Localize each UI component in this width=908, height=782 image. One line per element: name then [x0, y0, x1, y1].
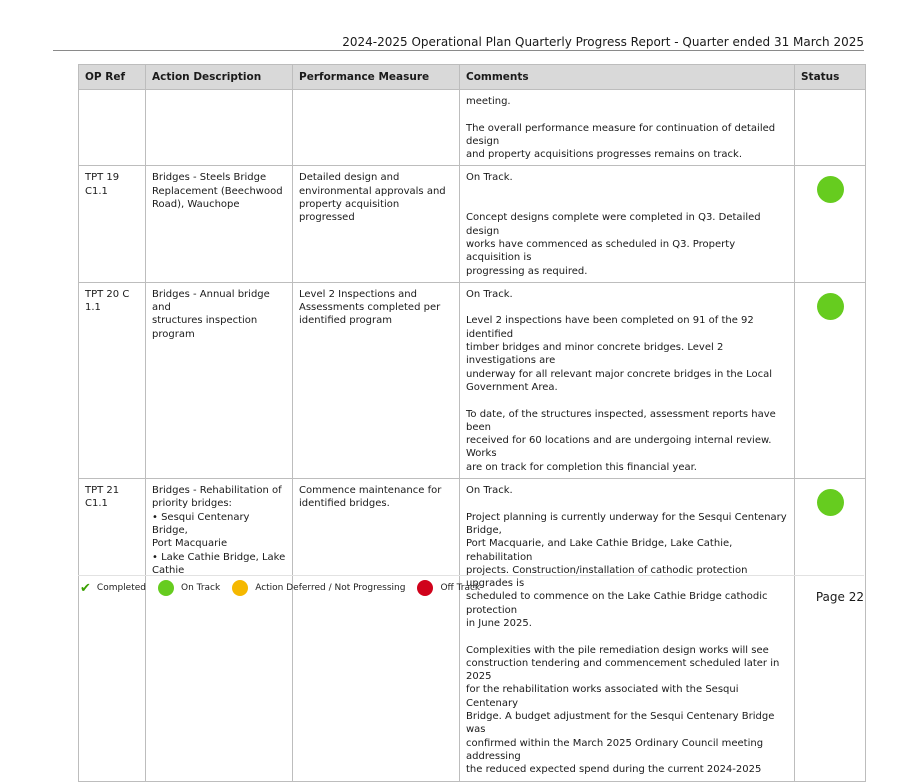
column-header-performance-measure: Performance Measure: [293, 65, 460, 90]
header-divider: [53, 50, 864, 51]
op-ref-cell-text: TPT 19 C1.1: [85, 172, 120, 197]
table-row: [79, 90, 866, 166]
action-description-cell: [146, 90, 293, 166]
comments-cell: [460, 479, 795, 782]
action-description-cell-text: Bridges - Steels Bridge Replacement (Beechwood Road), Wauchope: [152, 172, 283, 211]
comment-paragraph: On Track.: [466, 172, 513, 184]
column-header-comments: Comments: [460, 65, 795, 90]
comment-paragraph: Concept designs complete were completed in Q3. Detailed design works have commenced as scheduled in Q3. Property acquisition is progressing as required.: [466, 212, 761, 277]
op-ref-cell-text: TPT 20 C 1.1: [85, 288, 130, 314]
status-cell: [795, 282, 866, 478]
performance-measure-cell: [293, 479, 460, 782]
table-body: [79, 90, 866, 782]
column-header-op-ref: OP Ref: [79, 65, 146, 90]
status-cell: [795, 90, 866, 166]
column-header-action-description: Action Description: [146, 65, 293, 90]
table-header-row: [79, 65, 866, 90]
comment-paragraph: Level 2 inspections have been completed on 91 of the 92 identified timber bridges and minor concrete bridges. Level 2 investigations are underway for all relevant major concrete bridges in the Local Government Area.: [466, 315, 773, 393]
comment-paragraph: Complexities with the pile remediation design works will see construction tendering and commencement scheduled later in 2025 for the rehabilitation works associated with the Sesqui Centenary Bridge. A budget adjustment for the Sesqui Centenary Bridge was confirmed within the March 2025 Ordinary Council meeting addressing the reduced expected spend during the current 2024-2025: [466, 644, 780, 776]
status-dot-icon: [817, 176, 844, 203]
legend-label-completed: Completed: [96, 583, 146, 593]
report-header-title: 2024-2025 Operational Plan Quarterly Progress Report - Quarter ended 31 March 2025: [342, 35, 864, 49]
legend-item-off-track: [417, 580, 480, 596]
page-number: Page 22: [815, 590, 864, 604]
legend-divider: [78, 575, 864, 576]
performance-measure-cell: [293, 282, 460, 478]
action-description-cell-text: Bridges - Annual bridge and structures inspection program: [152, 288, 270, 340]
checkmark-icon: ✔: [80, 580, 91, 596]
comments-cell: [460, 282, 795, 478]
performance-measure-cell: [293, 166, 460, 282]
op-ref-cell: [79, 282, 146, 478]
action-description-cell: [146, 479, 293, 782]
table-row: [79, 479, 866, 782]
op-ref-cell: [79, 166, 146, 282]
legend-label-on-track: On Track: [181, 583, 221, 593]
comment-paragraph: Project planning is currently underway for the Sesqui Centenary Bridge, Port Macquarie, and Lake Cathie Bridge, Lake Cathie, rehabilitation projects. Construction/installation of cathodic protection upgrades is scheduled to commence on the Lake Cathie Bridge cathodic protection in June 2025.: [466, 511, 787, 629]
op-ref-cell-text: TPT 21 C1.1: [85, 485, 120, 510]
op-ref-cell: [79, 479, 146, 782]
comments-cell: [460, 90, 795, 166]
status-dot-icon: [817, 489, 844, 516]
on-track-dot-icon: [158, 580, 174, 596]
comments-cell: [460, 166, 795, 282]
off-track-dot-icon: [417, 580, 433, 596]
legend-item-deferred: [232, 580, 405, 596]
performance-measure-cell-text: Level 2 Inspections and Assessments completed per identified program: [299, 288, 441, 327]
action-description-cell: [146, 166, 293, 282]
performance-measure-cell-text: Commence maintenance for identified bridges.: [299, 485, 442, 510]
legend-label-off-track: Off Track: [440, 583, 481, 593]
comment-paragraph: To date, of the structures inspected, assessment reports have been received for 60 locations and are undergoing internal review. Works are on track for completion this financial year.: [466, 408, 776, 473]
comment-paragraph: meeting.: [466, 96, 511, 107]
comment-paragraph: On Track.: [466, 288, 513, 300]
legend-item-on-track: [158, 580, 220, 596]
column-header-status: Status: [795, 65, 866, 90]
table-row: [79, 282, 866, 478]
action-description-cell-text: Bridges - Rehabilitation of priority bridges: • Sesqui Centenary Bridge, Port Macquarie • Lake Cathie Bridge, Lake Cathie: [152, 485, 286, 576]
status-dot-icon: [817, 293, 844, 320]
table-row: [79, 166, 866, 282]
progress-table: [78, 64, 866, 782]
comment-paragraph: On Track.: [466, 485, 513, 497]
op-ref-cell: [79, 90, 146, 166]
comment-paragraph: The overall performance measure for continuation of detailed design and property acquisitions progresses remains on track.: [466, 122, 776, 161]
performance-measure-cell-text: Detailed design and environmental approvals and property acquisition progressed: [299, 172, 446, 224]
performance-measure-cell: [293, 90, 460, 166]
status-legend: [80, 578, 492, 598]
action-description-cell: [146, 282, 293, 478]
deferred-dot-icon: [232, 580, 248, 596]
status-cell: [795, 479, 866, 782]
status-cell: [795, 166, 866, 282]
legend-item-completed: [80, 581, 146, 596]
legend-label-deferred: Action Deferred / Not Progressing: [255, 583, 406, 593]
